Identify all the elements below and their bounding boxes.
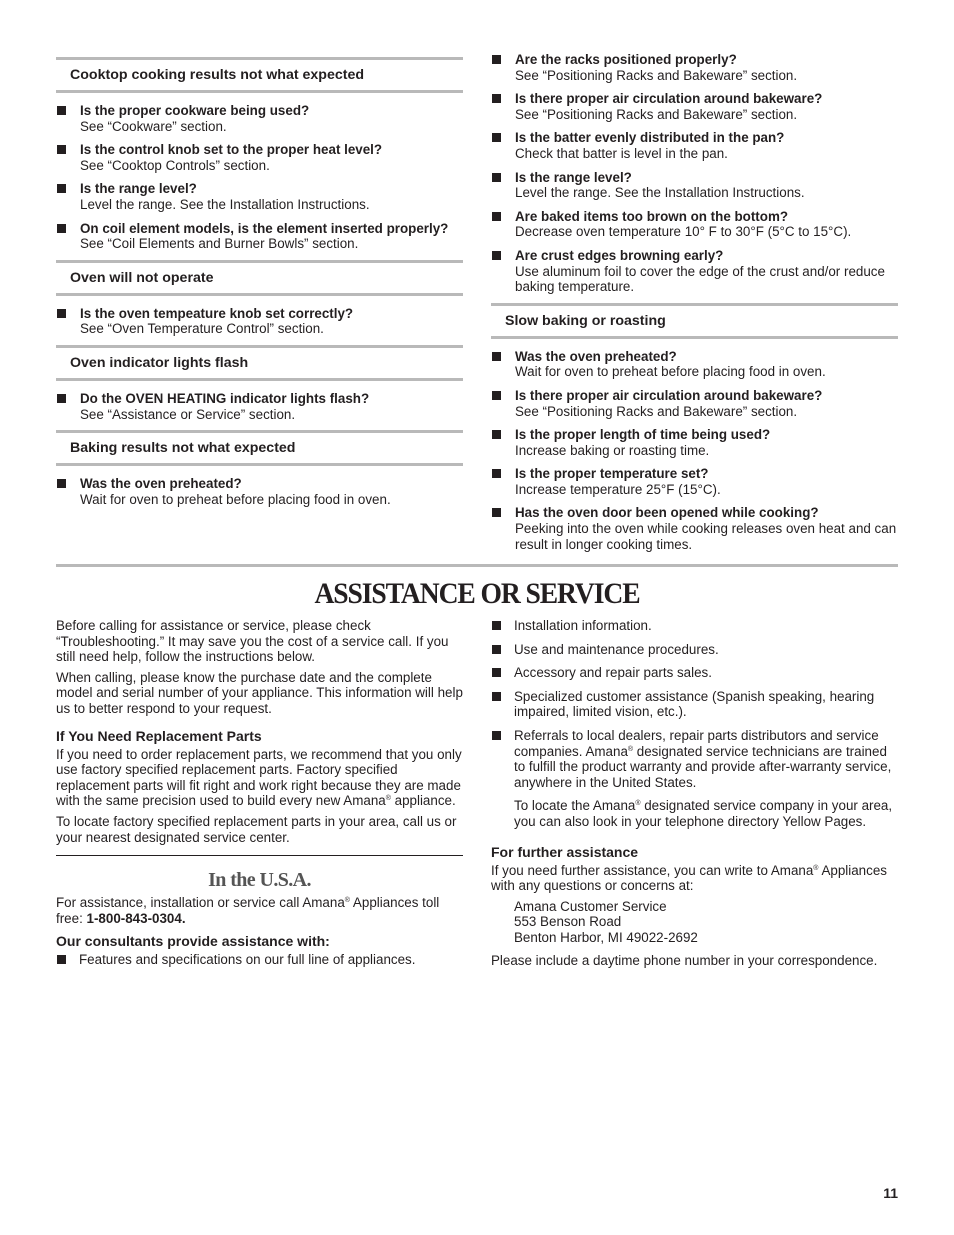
intro-paragraph: When calling, please know the purchase date and the complete model and serial number of your appliance. This information will help us to better respond to your request. xyxy=(56,669,463,716)
text-segment: Referrals to local dealers, repair parts distributors and service companies. Amana xyxy=(514,727,879,759)
mailing-address xyxy=(491,899,898,946)
square-bullet-icon xyxy=(492,391,501,400)
list-item xyxy=(56,103,463,134)
list-item xyxy=(56,306,463,337)
answer: Peeking into the oven while cooking releases oven heat and can result in longer cooking times. xyxy=(515,521,897,552)
list-item-text: Features and specifications on our full line of appliances. xyxy=(79,952,416,968)
list-item xyxy=(491,642,898,658)
list-item xyxy=(491,52,898,83)
section-heading: Slow baking or roasting xyxy=(491,303,898,339)
question: Is the range level? xyxy=(80,181,197,197)
list-item-text: Use and maintenance procedures. xyxy=(514,641,719,657)
question: Is there proper air circulation around bakeware? xyxy=(515,91,823,107)
list-item-text: Specialized customer assistance (Spanish speaking, hearing impaired, limited vision, etc.). xyxy=(514,688,875,720)
text-segment: For assistance, installation or service call Amana xyxy=(56,895,345,911)
intro-paragraph: Before calling for assistance or service, please check “Troubleshooting.” It may save you the cost of a service call. If you still need help, follow the instructions below. xyxy=(56,618,449,665)
answer: See “Coil Elements and Burner Bowls” section. xyxy=(80,236,359,252)
registered-mark: ® xyxy=(635,800,641,808)
question: Are the racks positioned properly? xyxy=(515,52,737,67)
troubleshooting-right-column xyxy=(491,52,898,560)
address-line: Benton Harbor, MI 49022-2692 xyxy=(514,929,698,945)
registered-mark: ® xyxy=(627,745,634,753)
section-heading: Cooktop cooking results not what expected xyxy=(56,57,463,93)
square-bullet-icon xyxy=(57,394,66,403)
section-heading: Oven will not operate xyxy=(56,260,463,296)
answer: Wait for oven to preheat before placing food in oven. xyxy=(515,364,826,380)
question: Are baked items too brown on the bottom? xyxy=(515,208,789,224)
further-assistance-heading: For further assistance xyxy=(491,843,639,860)
list-item xyxy=(56,181,463,212)
question: Was the oven preheated? xyxy=(80,476,242,492)
square-bullet-icon xyxy=(492,352,501,361)
closing-paragraph: Please include a daytime phone number in your correspondence. xyxy=(491,952,878,968)
list-item xyxy=(56,221,463,252)
assistance-left-column xyxy=(56,618,463,976)
question: Is the range level? xyxy=(515,169,632,185)
address-line: Amana Customer Service xyxy=(514,898,667,914)
square-bullet-icon xyxy=(492,621,501,630)
divider xyxy=(56,855,463,856)
section-baking-results xyxy=(56,430,463,507)
section-slow-baking xyxy=(491,303,898,553)
square-bullet-icon xyxy=(57,955,66,964)
answer: See “Oven Temperature Control” section. xyxy=(80,321,324,337)
page-title: ASSISTANCE OR SERVICE xyxy=(314,577,640,610)
answer: Use aluminum foil to cover the edge of the crust and/or reduce baking temperature. xyxy=(515,263,885,295)
registered-mark: ® xyxy=(813,864,819,872)
title-divider xyxy=(56,564,898,567)
square-bullet-icon xyxy=(492,692,501,701)
answer: Increase temperature 25°F (15°C). xyxy=(515,481,721,497)
square-bullet-icon xyxy=(57,106,66,115)
section-heading: Baking results not what expected xyxy=(56,430,463,466)
answer: Level the range. See the Installation Instructions. xyxy=(80,196,370,212)
list-item xyxy=(491,689,898,720)
square-bullet-icon xyxy=(492,731,501,740)
answer: See “Positioning Racks and Bakeware” section. xyxy=(515,67,798,83)
answer: Decrease oven temperature 10° F to 30°F (5°C to 15°C). xyxy=(515,224,852,240)
section-cooktop xyxy=(56,57,463,252)
square-bullet-icon xyxy=(57,224,66,233)
question: Is there proper air circulation around bakeware? xyxy=(515,387,823,403)
list-item xyxy=(56,952,463,968)
list-item xyxy=(491,427,898,458)
question: On coil element models, is the element inserted properly? xyxy=(80,220,449,236)
answer: See “Assistance or Service” section. xyxy=(80,406,296,422)
list-item xyxy=(491,130,898,161)
list-item-text: Accessory and repair parts sales. xyxy=(514,665,712,681)
square-bullet-icon xyxy=(492,251,501,260)
question: Is the proper length of time being used? xyxy=(515,427,771,443)
square-bullet-icon xyxy=(492,469,501,478)
text-segment: Appliances with any questions or concerns at: xyxy=(491,862,887,894)
question: Was the oven preheated? xyxy=(515,348,677,364)
answer: See “Cookware” section. xyxy=(80,118,227,134)
registered-mark: ® xyxy=(344,897,350,905)
list-item-text: Installation information. xyxy=(514,618,652,633)
square-bullet-icon xyxy=(492,430,501,439)
answer: Increase baking or roasting time. xyxy=(515,442,710,458)
list-item xyxy=(491,91,898,122)
list-item xyxy=(491,728,898,790)
locate-paragraph xyxy=(491,798,898,829)
text-segment: To locate the Amana xyxy=(514,798,636,814)
question: Do the OVEN HEATING indicator lights flash? xyxy=(80,390,370,406)
square-bullet-icon xyxy=(492,212,501,221)
square-bullet-icon xyxy=(57,184,66,193)
list-item xyxy=(56,476,463,507)
text-segment: designated service technicians are trained to fulfill the product warranty and provide after-warranty service, anywhere in the United States. xyxy=(514,743,892,790)
square-bullet-icon xyxy=(492,173,501,182)
usa-paragraph xyxy=(56,895,463,926)
square-bullet-icon xyxy=(492,133,501,142)
square-bullet-icon xyxy=(492,645,501,654)
square-bullet-icon xyxy=(57,479,66,488)
question: Is the proper temperature set? xyxy=(515,466,709,482)
answer: Wait for oven to preheat before placing food in oven. xyxy=(80,491,391,507)
answer: See “Positioning Racks and Bakeware” section. xyxy=(515,106,798,122)
square-bullet-icon xyxy=(492,508,501,517)
question: Is the batter evenly distributed in the pan? xyxy=(515,130,785,146)
section-heading: Oven indicator lights flash xyxy=(56,345,463,381)
answer: Check that batter is level in the pan. xyxy=(515,145,728,161)
question: Has the oven door been opened while cooking? xyxy=(515,505,819,521)
list-item xyxy=(491,505,898,552)
replacement-parts-paragraph: To locate factory specified replacement parts in your area, call us or your nearest designated service center. xyxy=(56,813,457,845)
list-item xyxy=(491,349,898,380)
list-item xyxy=(491,388,898,419)
answer: See “Cooktop Controls” section. xyxy=(80,157,270,173)
question: Are crust edges browning early? xyxy=(515,247,724,263)
page-number: 11 xyxy=(883,1185,898,1201)
registered-mark: ® xyxy=(385,795,391,803)
further-assistance-paragraph xyxy=(491,863,898,894)
list-item xyxy=(56,142,463,173)
assistance-right-column xyxy=(491,618,898,973)
troubleshooting-left-column xyxy=(56,57,463,515)
replacement-parts-heading: If You Need Replacement Parts xyxy=(56,727,262,744)
square-bullet-icon xyxy=(57,309,66,318)
text-segment: If you need further assistance, you can write to Amana xyxy=(491,862,814,878)
text-segment: designated service company in your area, you can also look in your telephone directory Yellow Pages. xyxy=(514,798,893,829)
section-indicator-lights xyxy=(56,345,463,422)
address-line: 553 Benson Road xyxy=(514,914,622,930)
square-bullet-icon xyxy=(57,145,66,154)
answer: Level the range. See the Installation Instructions. xyxy=(515,185,805,201)
list-item xyxy=(491,209,898,240)
square-bullet-icon xyxy=(492,668,501,677)
baking-results-continued xyxy=(491,52,898,295)
list-item xyxy=(491,170,898,201)
text-segment: If you need to order replacement parts, we recommend that you only use factory specified replacement parts. Factory specified replacement parts will fit right and work right because they are made with the same precision used to build every new Amana xyxy=(56,746,462,809)
phone-number: 1-800-843-0304. xyxy=(86,910,186,926)
list-item xyxy=(491,618,898,634)
square-bullet-icon xyxy=(492,94,501,103)
consultants-heading: Our consultants provide assistance with: xyxy=(56,933,330,950)
section-oven-not-operate xyxy=(56,260,463,337)
question: Is the proper cookware being used? xyxy=(80,103,310,118)
text-segment: appliance. xyxy=(390,793,456,809)
answer: See “Positioning Racks and Bakeware” section. xyxy=(515,403,798,419)
text-segment: Appliances toll free: xyxy=(56,895,440,926)
square-bullet-icon xyxy=(492,55,501,64)
usa-heading: In the U.S.A. xyxy=(208,869,311,892)
question: Is the oven tempeature knob set correctly? xyxy=(80,305,354,321)
question: Is the control knob set to the proper heat level? xyxy=(80,142,383,158)
list-item xyxy=(56,391,463,422)
list-item xyxy=(491,466,898,497)
list-item xyxy=(491,248,898,295)
replacement-parts-paragraph xyxy=(56,747,463,809)
list-item xyxy=(491,665,898,681)
